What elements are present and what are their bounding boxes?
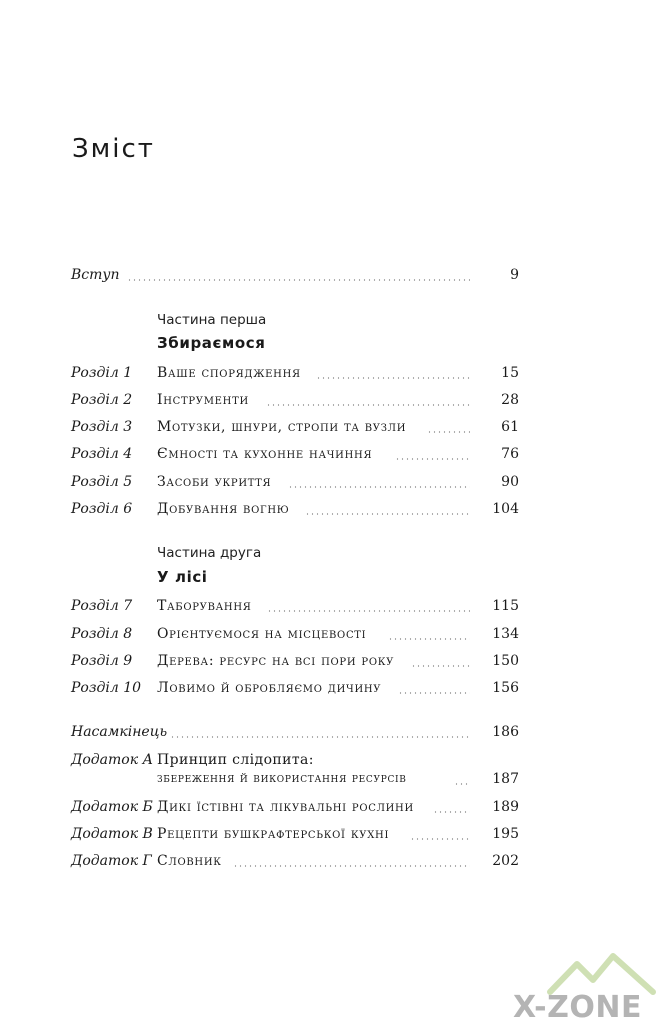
toc-entry[interactable] [0, 390, 667, 412]
toc-title: Рецепти бушкрафтерської кухні [157, 826, 390, 842]
toc-entry[interactable] [0, 824, 667, 846]
watermark-logo-text: X-ZONE [513, 990, 642, 1025]
toc-label: Додаток В [71, 826, 153, 842]
dot-leader [427, 431, 470, 433]
toc-entry-intro[interactable] [0, 265, 667, 287]
toc-label: Додаток А [71, 752, 154, 768]
dot-leader [170, 736, 470, 738]
toc-title-line1: Принцип слідопита: [157, 752, 314, 768]
toc-page-number: 202 [492, 853, 519, 869]
toc-label: Розділ 7 [71, 598, 133, 614]
toc-label: Вступ [71, 267, 120, 283]
dot-leader [433, 811, 470, 813]
toc-page-number: 115 [492, 598, 519, 614]
toc-entry[interactable] [0, 851, 667, 873]
toc-page-number: 195 [492, 826, 519, 842]
part-subtitle: Частина друга [157, 545, 262, 561]
toc-page-number: 156 [492, 680, 519, 696]
toc-page-number: 90 [501, 474, 519, 490]
toc-title: Таборування [157, 598, 252, 614]
dot-leader [388, 638, 470, 640]
dot-leader [127, 279, 470, 281]
toc-title: Ловимо й обробляємо дичину [157, 680, 382, 696]
toc-label: Насамкінець [71, 724, 168, 740]
toc-title: Дикі їстівні та лікувальні рослини [157, 799, 414, 815]
dot-leader [411, 665, 470, 667]
dot-leader [266, 404, 470, 406]
dot-leader [398, 692, 470, 694]
toc-label: Додаток Б [71, 799, 153, 815]
toc-page-number: 61 [501, 419, 519, 435]
toc-page-number: 189 [492, 799, 519, 815]
dot-leader [410, 838, 470, 840]
toc-entry[interactable] [0, 472, 667, 494]
dot-leader [395, 458, 470, 460]
toc-entry[interactable] [0, 596, 667, 618]
toc-page-number: 186 [492, 724, 519, 740]
toc-label: Розділ 6 [71, 501, 133, 517]
toc-entry-afterword[interactable] [0, 722, 667, 744]
toc-page-number: 187 [492, 771, 519, 787]
toc-entry[interactable] [0, 417, 667, 439]
dot-leader [267, 610, 470, 612]
toc-page-number: 9 [510, 267, 519, 283]
toc-entry[interactable] [0, 444, 667, 466]
toc-label: Розділ 5 [71, 474, 133, 490]
part-title: Збираємося [157, 334, 266, 352]
toc-label: Розділ 9 [71, 653, 133, 669]
toc-entry[interactable] [0, 363, 667, 385]
toc-label: Розділ 10 [71, 680, 142, 696]
toc-page-number: 150 [492, 653, 519, 669]
toc-entry[interactable] [0, 499, 667, 521]
toc-title: Мотузки, шнури, стропи та вузли [157, 419, 407, 435]
toc-page-number: 76 [501, 446, 519, 462]
toc-label: Розділ 8 [71, 626, 133, 642]
toc-entry[interactable] [0, 797, 667, 819]
toc-page-number: 104 [492, 501, 519, 517]
toc-label: Розділ 2 [71, 392, 133, 408]
toc-title: Дерева: ресурс на всі пори року [157, 653, 395, 669]
dot-leader [288, 486, 470, 488]
part-subtitle: Частина перша [157, 312, 267, 328]
dot-leader [316, 377, 470, 379]
toc-label: Розділ 3 [71, 419, 133, 435]
toc-page-number: 28 [501, 392, 519, 408]
part-title: У лісі [157, 568, 208, 586]
dot-leader [305, 513, 470, 515]
toc-title: Інструменти [157, 392, 249, 408]
toc-title: Орієнтуємося на місцевості [157, 626, 367, 642]
toc-entry[interactable] [0, 678, 667, 700]
page-title: Зміст [72, 134, 155, 164]
toc-entry[interactable] [0, 624, 667, 646]
toc-title-line2: збереження й використання ресурсів [157, 771, 407, 786]
toc-title: Словник [157, 853, 222, 869]
toc-label: Розділ 4 [71, 446, 133, 462]
toc-entry[interactable] [0, 651, 667, 673]
dot-leader [454, 783, 470, 785]
toc-entry-appendix-a[interactable] [0, 750, 667, 794]
toc-title: Ємності та кухонне начиння [157, 446, 373, 462]
dot-leader [233, 865, 470, 867]
toc-label: Розділ 1 [71, 365, 133, 381]
toc-title: Засоби укриття [157, 474, 272, 490]
toc-title: Ваше спорядження [157, 365, 301, 381]
toc-label: Додаток Г [71, 853, 152, 869]
toc-page-number: 134 [492, 626, 519, 642]
toc-title: Добування вогню [157, 501, 290, 517]
toc-page-number: 15 [501, 365, 519, 381]
